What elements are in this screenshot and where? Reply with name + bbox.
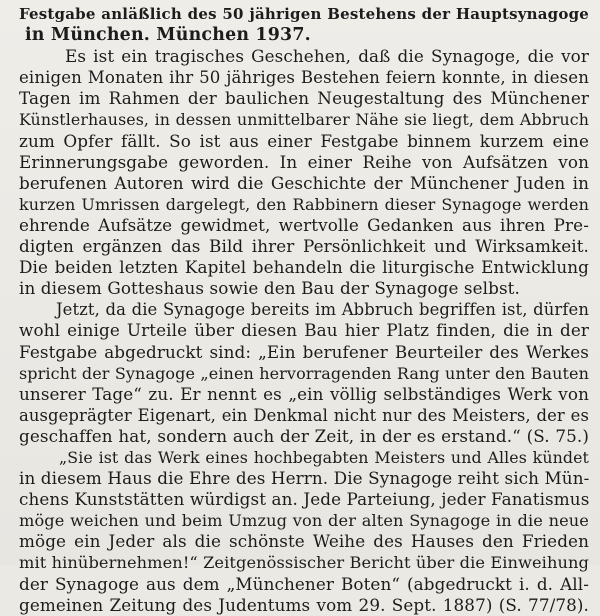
text-line: Festgabe abgedruckt sind: „Ein berufener Beurteiler des Werkes [19, 341, 589, 362]
text-line: unserer Tage“ zu. Er nennt es „ein völlig selbständiges Werk von [19, 383, 589, 404]
text-line: Jetzt, da die Synagoge bereits im Abbruch begriffen ist, dürfen [56, 300, 589, 320]
paragraph-3 [19, 447, 589, 616]
text-line: kurzen Umrissen dargelegt, den Rabbinern dieser Synagoge werden [19, 194, 589, 214]
text-line: chens Kunststätten würdigst an. Jede Parteiung, jeder Fanatismus [19, 489, 589, 510]
paragraph-2 [19, 299, 589, 447]
text-line: möge weichen und beim Umzug von der alten Synagoge in die neue [19, 511, 589, 531]
text-line: „Sie ist das Werk eines hochbegabten Meisters und Alles kündet [59, 447, 589, 467]
text-line: zum Opfer fällt. So ist aus einer Festgabe binnem kurzem eine [19, 130, 589, 151]
text-line: möge ein Jeder als die schönste Weihe des Hauses den Frieden [19, 531, 589, 552]
text-line: in diesem Haus die Ehre des Herrn. Die Synagoge reiht sich Mün- [19, 468, 589, 489]
text-line: mit hinübernehmen!“ Zeitgenössischer Bericht über die Einweihung [19, 553, 589, 573]
article [19, 4, 589, 616]
text-line: spricht der Synagoge „einen hervorragenden Rang unter den Bauten [19, 363, 589, 383]
headline-line: Festgabe anläßlich des 50 jährigen Bestehens der Hauptsynagoge [19, 5, 589, 23]
text-line: Es ist ein tragisches Geschehen, daß die Synagoge, die vor [65, 46, 589, 67]
text-line: Tagen im Rahmen der baulichen Neugestaltung des Münchener [19, 88, 589, 109]
text-line: Künstlerhauses, in dessen unmittelbarer Nähe sie liegt, dem Abbruch [19, 110, 589, 130]
text-line: ausgeprägter Eigenart, ein Denkmal nicht nur des Meisters, der es [19, 405, 589, 425]
text-line: in diesem Gotteshaus sowie den Bau der Synagoge selbst. [19, 278, 520, 299]
text-line: der Synagoge aus dem „Münchener Boten“ (abgedruckt i. d. All- [19, 573, 589, 594]
text-line: berufenen Autoren wird die Geschichte der Münchener Juden in [19, 172, 589, 193]
text-line: Erinnerungsgabe geworden. In einer Reihe von Aufsätzen von [19, 151, 589, 172]
text-line: digten ergänzen das Bild ihrer Persönlichkeit und Wirksamkeit. [19, 236, 589, 257]
text-line: wohl einige Urteile über diesen Bau hier Platz finden, die in der [19, 320, 589, 341]
text-line: ehrende Aufsätze gewidmet, wertvolle Gedanken aus ihren Pre- [19, 214, 589, 235]
text-line: Die beiden letzten Kapitel behandeln die liturgische Entwicklung [19, 257, 589, 278]
text-line: geschaffen hat, sondern auch der Zeit, in der es erstand.“ (S. 75.) [19, 425, 589, 446]
paragraph-1 [19, 46, 589, 299]
headline-line: in München. München 1937. [25, 25, 311, 46]
text-line: einigen Monaten ihr 50 jähriges Bestehen feiern konnte, in diesen [19, 68, 589, 88]
text-line: gemeinen Zeitung des Judentums vom 29. Sept. 1887) (S. 77/78). [19, 594, 589, 615]
headline [19, 4, 589, 46]
